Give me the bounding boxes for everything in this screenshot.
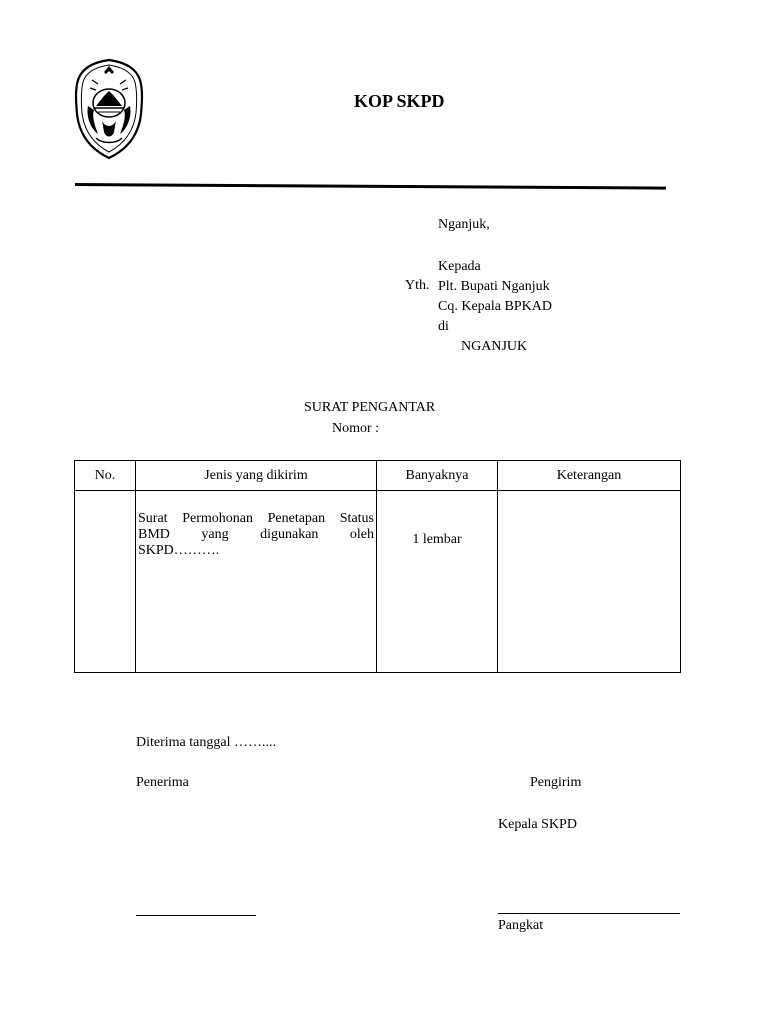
receiver-label: Penerima	[136, 775, 189, 790]
cell-keterangan	[498, 491, 681, 673]
recipient-city: NGANJUK	[461, 339, 528, 354]
column-header-keterangan: Keterangan	[498, 461, 681, 491]
column-header-no: No.	[75, 461, 136, 491]
recipient-line3: di	[438, 319, 449, 334]
header-divider	[75, 183, 666, 190]
received-date: Diterima tanggal ……....	[136, 735, 276, 750]
table-row	[75, 491, 681, 673]
sender-label: Pengirim	[530, 775, 582, 790]
recipient-address	[438, 257, 552, 357]
column-header-banyaknya: Banyaknya	[377, 461, 498, 491]
cell-banyaknya: 1 lembar	[377, 491, 498, 673]
cell-no	[75, 491, 136, 673]
place-date: Nganjuk,	[438, 217, 490, 232]
rank-label: Pangkat	[498, 918, 544, 933]
yth-label: Yth.	[405, 278, 430, 293]
document-title: SURAT PENGANTAR	[304, 400, 436, 415]
document-number: Nomor :	[332, 421, 380, 436]
sender-title: Kepala SKPD	[498, 817, 577, 832]
letterhead-title: KOP SKPD	[354, 91, 445, 111]
table-header-row	[75, 461, 681, 491]
items-table	[74, 460, 681, 673]
regency-emblem-logo	[74, 58, 144, 160]
recipient-line1: Plt. Bupati Nganjuk	[438, 279, 550, 294]
recipient-line2: Cq. Kepala BPKAD	[438, 299, 552, 314]
cell-jenis: Surat Permohonan Penetapan Status BMD yang digunakan oleh SKPD……….	[136, 491, 377, 673]
column-header-jenis: Jenis yang dikirim	[136, 461, 377, 491]
sender-signature-line	[498, 913, 680, 914]
receiver-signature-line	[136, 915, 256, 916]
recipient-kepada: Kepada	[438, 259, 481, 274]
